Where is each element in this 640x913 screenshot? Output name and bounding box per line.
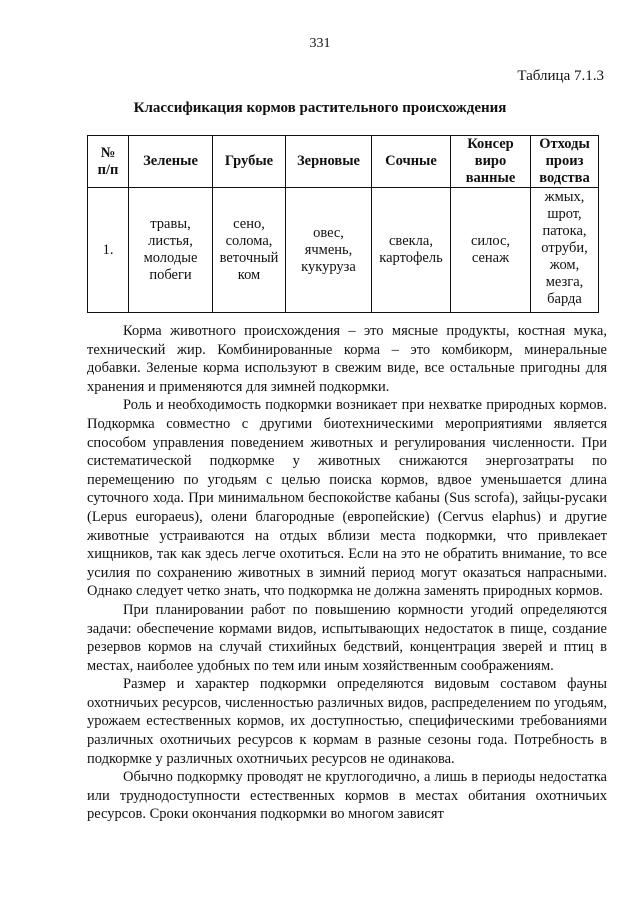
cell-text-line: барда [547,291,582,307]
header-text-line: виро [474,153,507,169]
paragraph: Роль и необходимость подкормки возникает при нехватке природных кормов. Подкормка совместно с другими биотехническими мероприятиями является способом управления поведением животных и регулирования численности. При систематической подкормке у животных снижаются энергозатраты по перемещению по угодьям с целью поиска кормов, вдвое уменьшается длина суточного хода. При минимальном беспокойстве кабаны (Sus scrofa), зайцы-русаки (Lepus europaeus), олени благородные (европейские) (Cervus elaphus) и другие животные устраиваются на отдых вблизи места подкормки, что привлекает хищников, так как здесь легче охотиться. Если на это не обратить внимание, то все усилия по сохранению животных в зимний период могут оказаться напрасными. Однако следует четко знать, что подкормка не должна заменять природных кормов. [87,397,607,600]
table-header-row [88,136,599,188]
header-text-line: Зерновые [297,153,360,169]
cell-number [88,188,129,313]
cell-text-line: жом, [549,257,580,273]
table-title: Классификация кормов растительного происхождения [133,100,507,116]
paragraph: Размер и характер подкормки определяются видовым составом фауны охотничьих ресурсов, численностью различных видов, распределением по угодьям, урожаем естественных кормов, их доступностью, специфическими требованиями различных охотничьих ресурсов к кормам в разные сезоны года. Потребность в подкормке у различных охотничьих ресурсов не одинакова. [87,676,607,767]
header-text-line: № [100,144,116,161]
header-text-line: Отходы [539,136,590,152]
table-row [88,188,599,313]
header-grain [286,136,372,188]
cell-green [129,188,213,313]
cell-text-line: овес, [313,224,344,241]
cell-text-line: патока, [542,223,587,239]
paragraph: Корма животного происхождения – это мясные продукты, костная мука, технический жир. Комбинированные корма – это комбикорм, минеральные добавки. Зеленые корма используют в свежим виде, все остальные пригодны для хранения и применяются для зимней подкормки. [87,323,607,395]
cell-text-line: шрот, [547,206,582,222]
header-text-line: произ [545,153,584,169]
cell-text-line: картофель [379,250,443,266]
header-text-line: п/п [97,161,119,178]
cell-text-line: листья, [148,233,193,249]
cell-grain [286,188,372,313]
cell-text-line: отруби, [541,240,588,256]
cell-text-line: 1. [102,241,114,258]
cell-text-line: силос, [470,233,511,249]
cell-text-line: мезга, [545,274,584,290]
cell-text-line: молодые [143,250,198,266]
header-text-line: Грубые [224,153,274,169]
cell-preserved [451,188,531,313]
cell-text-line: жмых, [544,189,585,205]
header-text-line: водства [539,170,590,186]
body-text [87,322,607,824]
cell-text-line: сенаж [471,250,510,266]
table-number: Таблица 7.1.3 [517,68,604,84]
header-coarse [213,136,286,188]
cell-coarse [213,188,286,313]
header-text-line: Зеленые [143,153,198,169]
header-succulent [372,136,451,188]
page-number: 331 [309,36,331,51]
header-text-line: Сочные [385,153,437,169]
cell-text-line: свекла, [389,233,433,249]
header-byproducts [531,136,599,188]
cell-text-line: ячмень, [304,241,353,258]
cell-byproducts [531,188,599,313]
header-number [88,136,129,188]
cell-text-line: солома, [225,233,273,249]
cell-text-line: сено, [233,216,265,232]
paragraph: При планировании работ по повышению кормности угодий определяются задачи: обеспечение кормами видов, испытывающих недостаток в пище, создание резервов кормов на случай стихийных бедствий, концентрация зверей и птиц в местах, наиболее удобных по тем или иным хозяйственным соображениям. [87,601,607,674]
cell-text-line: кукуруза [301,258,356,275]
header-text-line: ванные [465,170,516,186]
cell-text-line: ком [237,267,261,283]
cell-text-line: травы, [150,216,191,232]
header-text-line: Консер [467,136,514,152]
feed-classification-table [87,135,599,313]
header-green [129,136,213,188]
cell-succulent [372,188,451,313]
cell-text-line: веточный [219,250,279,266]
paragraph: Обычно подкормку проводят не круглогодично, а лишь в периоды недостатка или труднодоступности естественных кормов в местах обитания охотничьих ресурсов. Сроки окончания подкормки во многом зависят [87,769,607,823]
cell-text-line: побеги [149,267,192,283]
header-preserved [451,136,531,188]
